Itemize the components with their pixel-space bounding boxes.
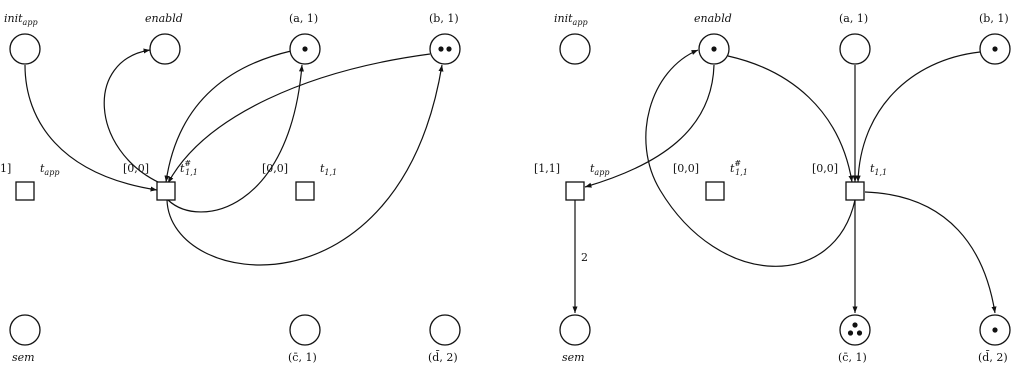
transition-t-sharp	[123, 159, 198, 200]
svg-text:t#1,1	[730, 159, 748, 177]
place-init-app	[4, 12, 40, 64]
t-app-label: t	[590, 162, 595, 175]
arc-b1-to-tsharp	[168, 54, 430, 183]
t-sharp-label: t	[730, 162, 735, 175]
place-sem-label: sem	[12, 351, 35, 364]
arc-t11-to-d2	[865, 192, 995, 313]
token	[446, 46, 451, 51]
t-app-interval: [1,1]	[534, 162, 561, 175]
place-sem	[10, 315, 40, 364]
t11-label: t	[320, 162, 325, 175]
place-c1-label: (c̄, 1)	[288, 351, 317, 364]
token	[848, 330, 853, 335]
place-a1-label: (a, 1)	[289, 12, 319, 25]
svg-text:t#1,1	[180, 159, 198, 177]
transition-t-app	[534, 162, 609, 200]
token	[992, 46, 997, 51]
token	[302, 46, 307, 51]
t-sharp-interval: [0,0]	[123, 162, 150, 175]
t11-sub: 1,1	[324, 168, 338, 177]
left-net	[0, 12, 460, 364]
token	[438, 46, 443, 51]
place-init-app-sub: app	[572, 18, 588, 27]
place-sem-label: sem	[562, 351, 585, 364]
place-d2	[428, 315, 460, 364]
t11-sub: 1,1	[874, 168, 888, 177]
place-d2-label: (d̄, 2)	[978, 351, 1008, 364]
place-enabld	[145, 12, 183, 64]
place-b1-label: (b, 1)	[429, 12, 459, 25]
place-enabld-label: enabld	[145, 12, 183, 25]
t-sharp-interval: [0,0]	[673, 162, 700, 175]
t-app-label: t	[40, 162, 45, 175]
t11-interval: [0,0]	[262, 162, 289, 175]
svg-text:initapp	[554, 12, 588, 27]
t-sharp-label: t	[180, 162, 185, 175]
place-d2-label: (d̄, 2)	[428, 351, 458, 364]
t-sharp-sub: 1,1	[735, 168, 748, 177]
place-a1	[839, 12, 870, 64]
token	[711, 46, 716, 51]
svg-text:t1,1	[320, 162, 337, 177]
token	[852, 322, 857, 327]
t11-label: t	[870, 162, 875, 175]
arc-weight-label: 2	[581, 251, 588, 264]
place-enabld-label: enabld	[694, 12, 732, 25]
token	[992, 327, 997, 332]
place-d2	[978, 315, 1010, 364]
t-sharp-sub: 1,1	[185, 168, 198, 177]
transition-t11	[262, 162, 337, 200]
arc-t11-to-enabld	[646, 50, 855, 266]
t-app-sub: app	[44, 168, 60, 177]
place-c1	[838, 315, 870, 364]
place-init-app-label: init	[554, 12, 573, 25]
transition-t-sharp	[673, 159, 748, 200]
t-app-sub: app	[594, 168, 610, 177]
t11-interval: [0,0]	[812, 162, 839, 175]
svg-text:tapp	[40, 162, 59, 177]
place-init-app	[554, 12, 590, 64]
place-init-app-label: init	[4, 12, 23, 25]
place-c1	[288, 315, 320, 364]
right-net	[534, 12, 1010, 364]
place-b1	[429, 12, 460, 64]
place-a1-label: (a, 1)	[839, 12, 869, 25]
place-enabld	[694, 12, 732, 64]
t-app-interval: 1]	[0, 162, 12, 175]
svg-text:initapp	[4, 12, 38, 27]
arc-tsharp-to-b1	[167, 65, 442, 265]
svg-text:t1,1	[870, 162, 887, 177]
token	[857, 330, 862, 335]
transition-t-app	[0, 162, 59, 200]
place-sem	[560, 315, 590, 364]
place-b1-label: (b, 1)	[979, 12, 1009, 25]
place-b1	[979, 12, 1010, 64]
t-sharp-sup: #	[734, 159, 742, 168]
arc-b1-to-t11	[858, 52, 980, 182]
place-c1-label: (c̄, 1)	[838, 351, 867, 364]
t-sharp-sup: #	[184, 159, 192, 168]
place-init-app-sub: app	[22, 18, 38, 27]
place-a1	[289, 12, 320, 64]
svg-text:tapp	[590, 162, 609, 177]
arc-tsharp-to-a1	[168, 65, 302, 212]
